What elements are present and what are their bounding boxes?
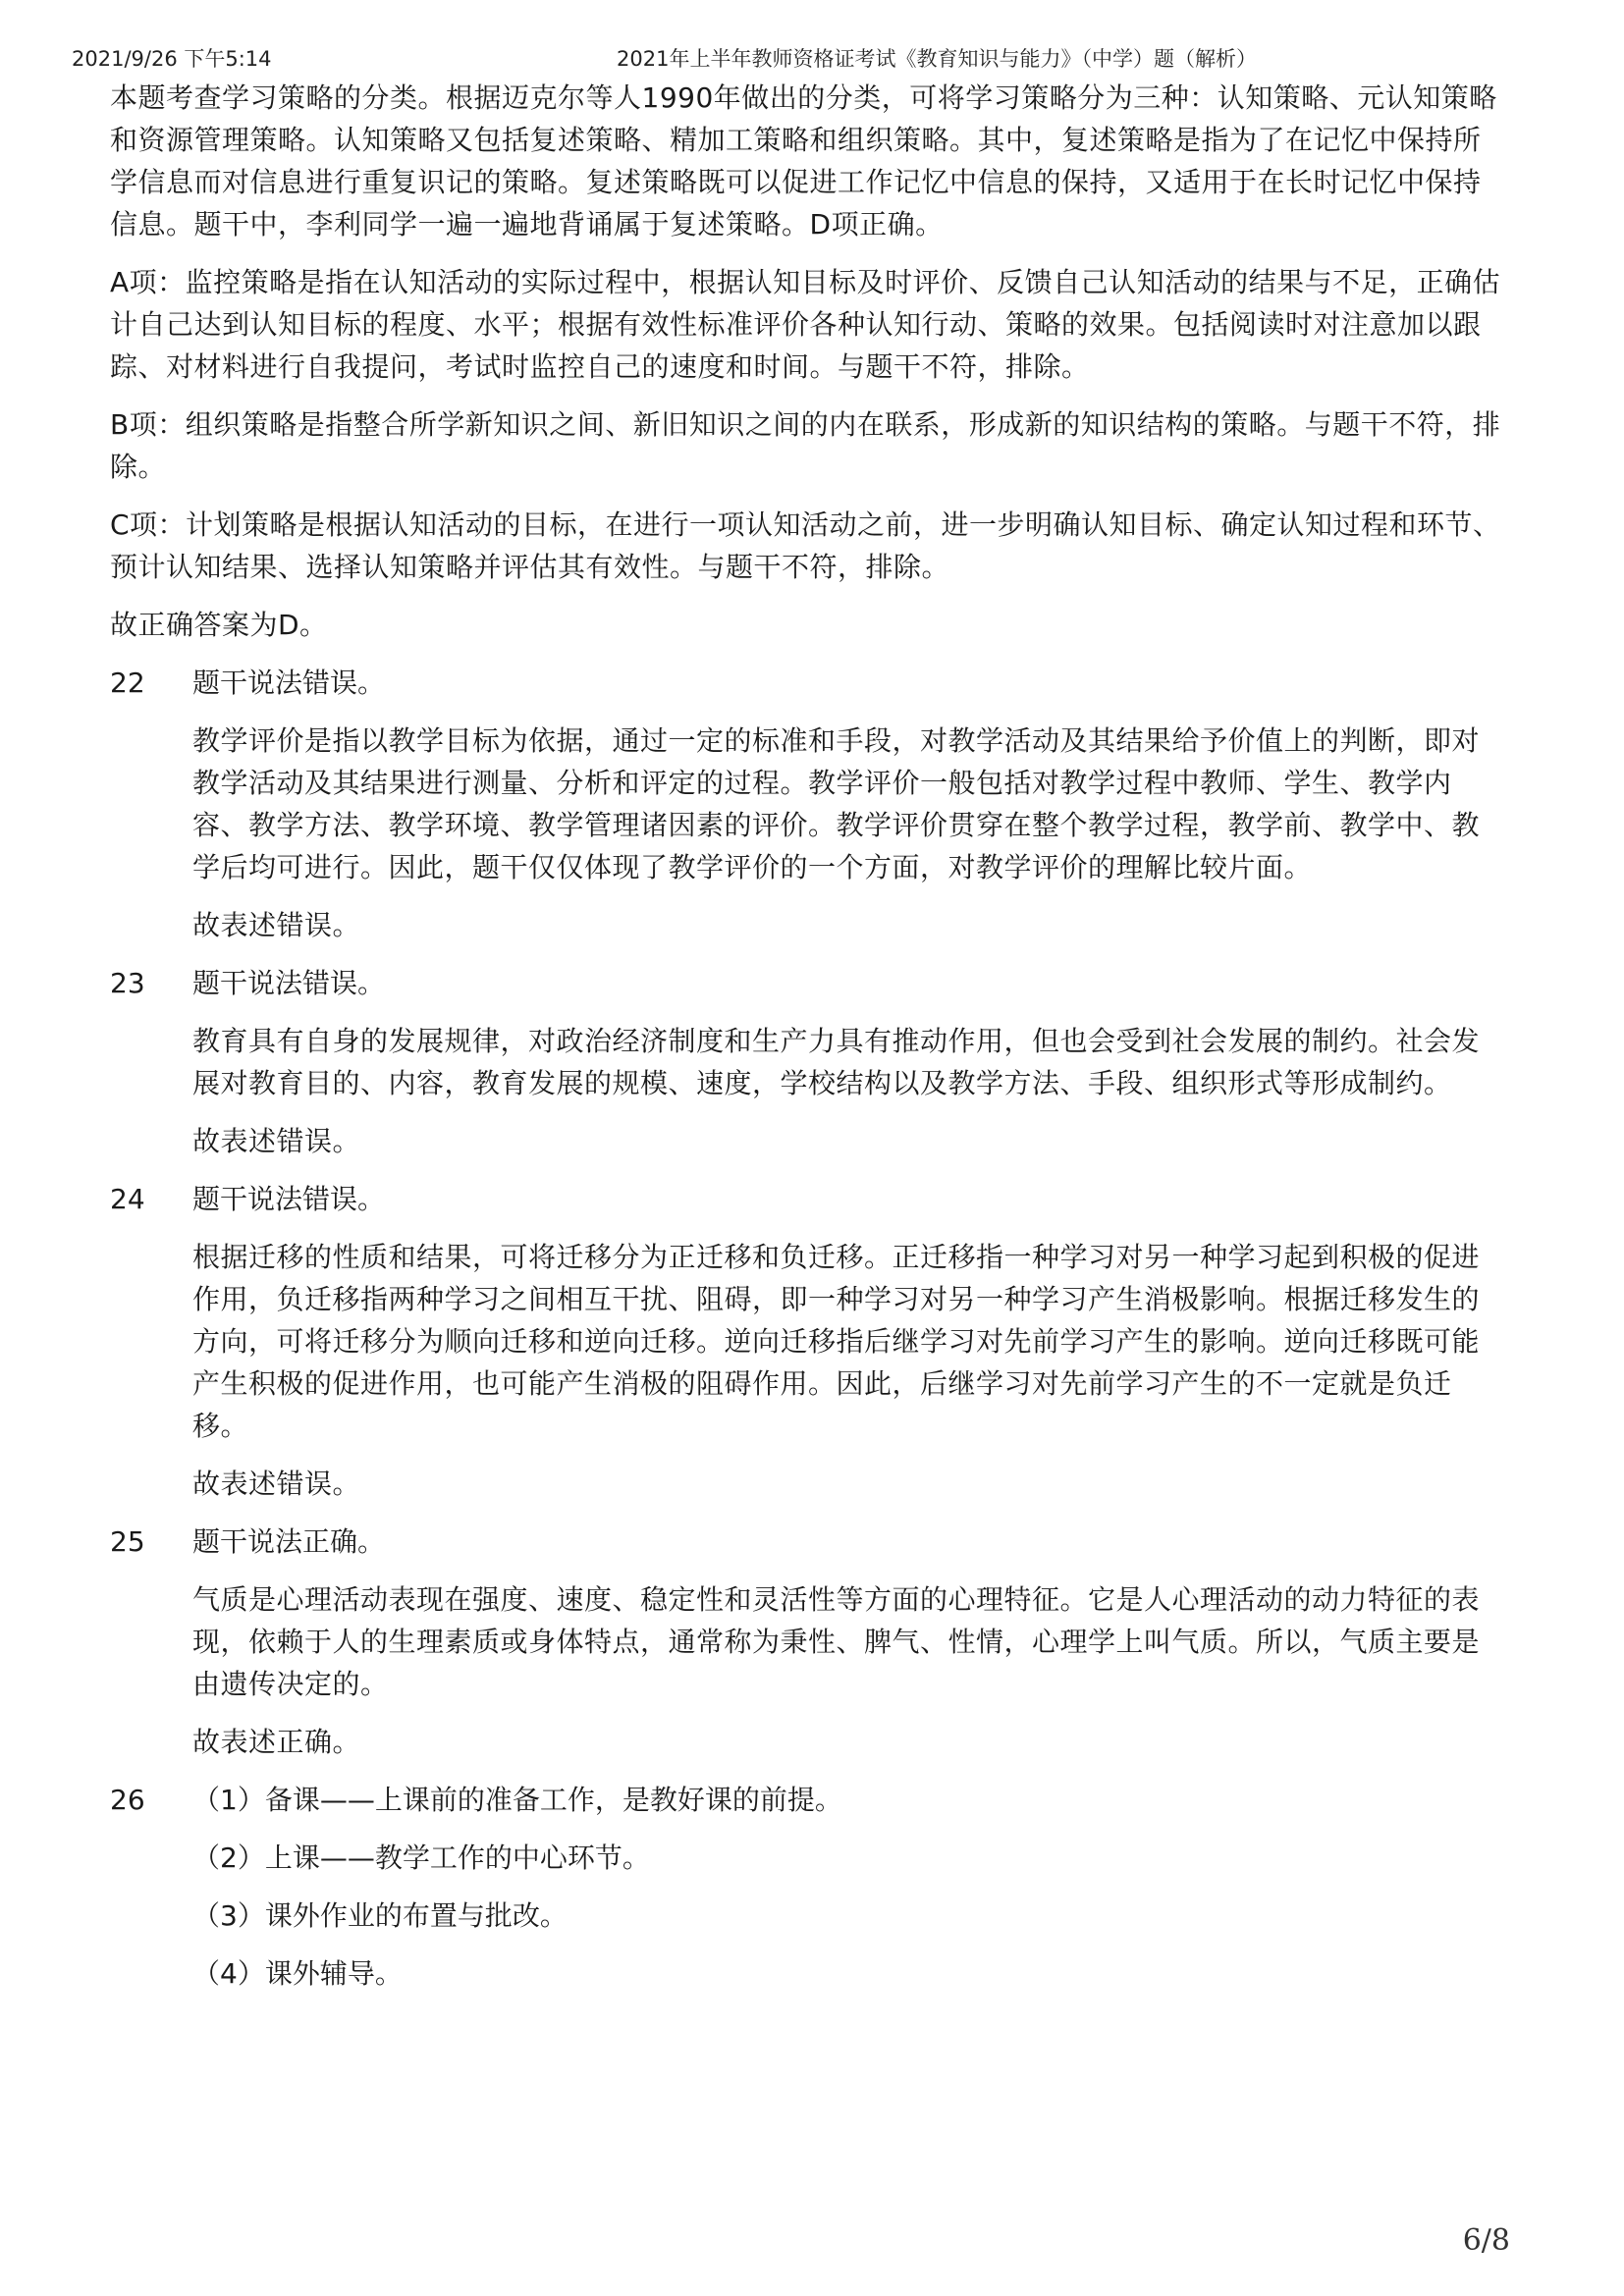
option-c-explanation: C项：计划策略是根据认知活动的目标，在进行一项认知活动之前，进一步明确认知目标、确定认知过程和环节、预计认知结果、选择认知策略并评估其有效性。与题干不符，排除。	[110, 508, 1501, 583]
document-title: 2021年上半年教师资格证考试《教育知识与能力》（中学）题（解析）	[617, 47, 1257, 71]
question-26	[110, 1779, 1504, 2010]
question-verdict: 题干说法错误。	[192, 667, 386, 699]
question-verdict: 题干说法正确。	[192, 1525, 386, 1558]
question-number: 24	[110, 1183, 145, 1215]
question-verdict: 题干说法错误。	[192, 967, 386, 999]
question-24-header	[110, 1178, 1504, 1220]
question-23-conclusion: 故表述错误。	[192, 1125, 361, 1157]
question-25-body: 气质是心理活动表现在强度、速度、稳定性和灵活性等方面的心理特征。它是人心理活动的动力特征的表现，依赖于人的生理素质或身体特点，通常称为秉性、脾气、性情，心理学上叫气质。所以，气质主要是由遗传决定的。	[192, 1583, 1481, 1700]
question-25-header	[110, 1521, 1504, 1563]
list-item: （3）课外作业的布置与批改。	[192, 1899, 568, 1932]
question-24-conclusion: 故表述错误。	[192, 1468, 361, 1500]
page-number: 6/8	[1462, 2223, 1510, 2258]
question-25-conclusion: 故表述正确。	[192, 1726, 361, 1758]
print-datetime: 2021/9/26 下午5:14	[72, 47, 272, 71]
option-a-explanation: A项：监控策略是指在认知活动的实际过程中，根据认知目标及时评价、反馈自己认知活动的结果与不足，正确估计自己达到认知目标的程度、水平；根据有效性标准评价各种认知行动、策略的效果。包括阅读时对注意加以跟踪、对材料进行自我提问，考试时监控自己的速度和时间。与题干不符，排除。	[110, 266, 1501, 383]
answer-line: 故正确答案为D。	[110, 609, 328, 641]
question-23-header	[110, 962, 1504, 1004]
page-content	[110, 77, 1504, 2026]
list-item: （1）备课——上课前的准备工作，是教好课的前提。	[192, 1784, 842, 1816]
explanation-paragraph: 本题考查学习策略的分类。根据迈克尔等人1990年做出的分类，可将学习策略分为三种：认知策略、元认知策略和资源管理策略。认知策略又包括复述策略、精加工策略和组织策略。其中，复述策略是指为了在记忆中保持所学信息而对信息进行重复识记的策略。复述策略既可以促进工作记忆中信息的保持，又适用于在长时记忆中保持信息。题干中，李利同学一遍一遍地背诵属于复述策略。D项正确。	[110, 81, 1497, 240]
question-22-conclusion: 故表述错误。	[192, 909, 361, 941]
question-22-header	[110, 662, 1504, 704]
option-b-explanation: B项：组织策略是指整合所学新知识之间、新旧知识之间的内在联系，形成新的知识结构的策略。与题干不符，排除。	[110, 408, 1501, 483]
print-header	[0, 39, 1624, 75]
list-item: （2）上课——教学工作的中心环节。	[192, 1842, 650, 1874]
question-number: 23	[110, 967, 145, 999]
question-number: 22	[110, 667, 145, 699]
question-26-list	[192, 1779, 842, 2010]
question-22-body: 教学评价是指以教学目标为依据，通过一定的标准和手段，对教学活动及其结果给予价值上的判断，即对教学活动及其结果进行测量、分析和评定的过程。教学评价一般包括对教学过程中教师、学生、教学内容、教学方法、教学环境、教学管理诸因素的评价。教学评价贯穿在整个教学过程，教学前、教学中、教学后均可进行。因此，题干仅仅体现了教学评价的一个方面，对教学评价的理解比较片面。	[192, 724, 1481, 883]
question-number: 26	[110, 1784, 145, 1816]
question-23-body: 教育具有自身的发展规律，对政治经济制度和生产力具有推动作用，但也会受到社会发展的制约。社会发展对教育目的、内容，教育发展的规模、速度，学校结构以及教学方法、手段、组织形式等形成制约。	[192, 1025, 1481, 1099]
question-number: 25	[110, 1525, 145, 1558]
question-24-body: 根据迁移的性质和结果，可将迁移分为正迁移和负迁移。正迁移指一种学习对另一种学习起到积极的促进作用，负迁移指两种学习之间相互干扰、阻碍，即一种学习对另一种学习产生消极影响。根据迁移发生的方向，可将迁移分为顺向迁移和逆向迁移。逆向迁移指后继学习对先前学习产生的影响。逆向迁移既可能产生积极的促进作用，也可能产生消极的阻碍作用。因此，后继学习对先前学习产生的不一定就是负迁移。	[192, 1241, 1481, 1442]
list-item: （4）课外辅导。	[192, 1957, 403, 1990]
question-verdict: 题干说法错误。	[192, 1183, 386, 1215]
